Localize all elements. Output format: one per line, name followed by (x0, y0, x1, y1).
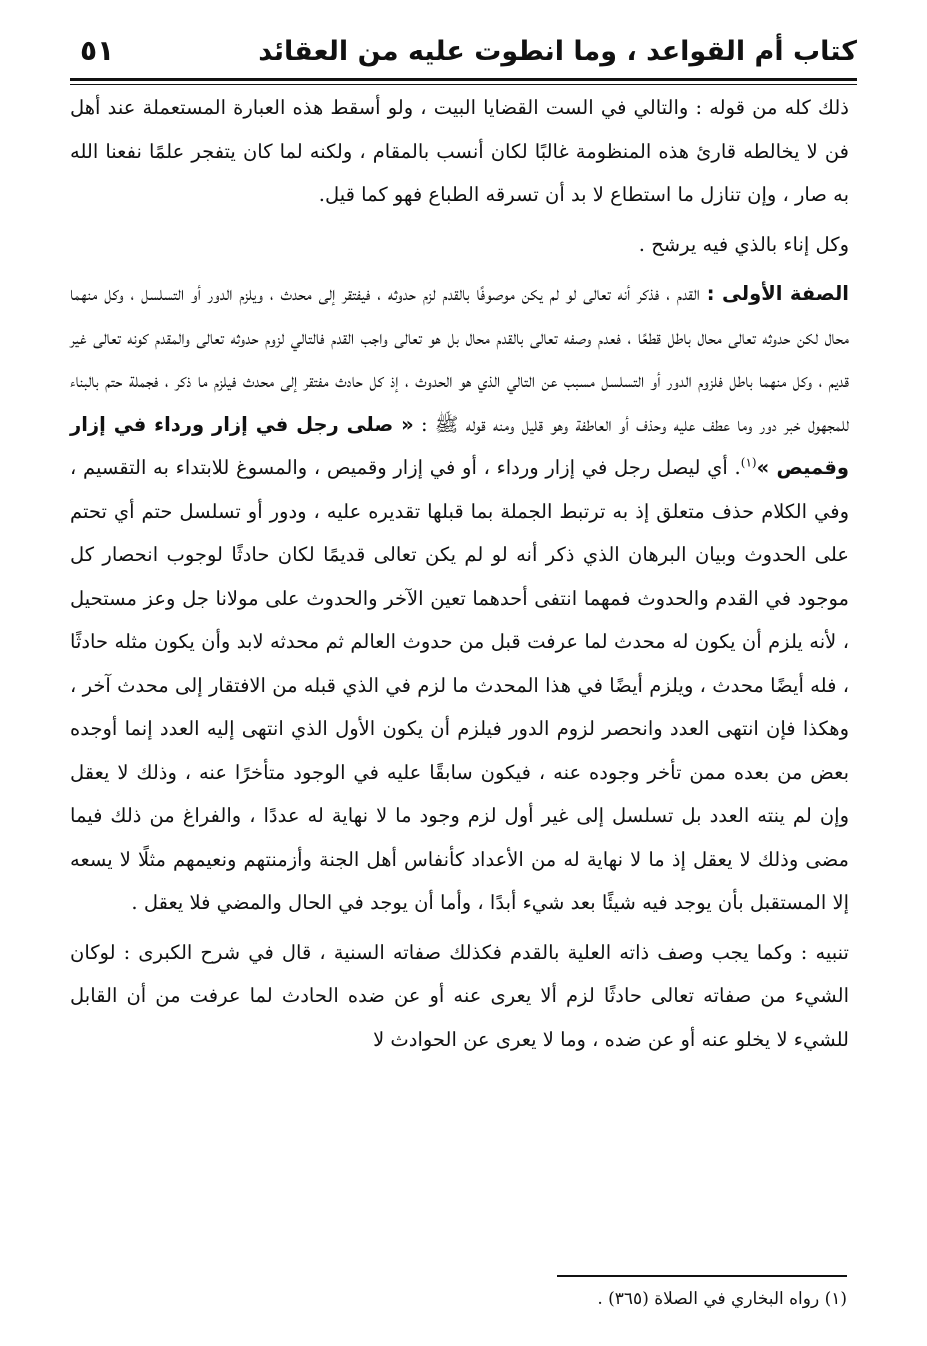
paragraph-proverb: وكل إناء بالذي فيه يرشح . (638, 232, 849, 256)
paragraph-note: تنبيه : وكما يجب وصف ذاته العلية بالقدم فكذلك صفاته السنية ، قال في شرح الكبرى : لوكان الشيء من صفاته تعالى حادثًا لزم ألا يعرى عنه أو عن ضده الحادث لما عرفت من أن القابل للشيء لا يخلو عنه أو عن ضده ، وما لا يعرى عن الحوادث لا (70, 940, 849, 1051)
footnote-rule (557, 1275, 847, 1277)
header-rule (70, 78, 857, 85)
paragraph-text: . أي ليصل رجل في إزار ورداء ، أو في إزار وقميص ، والمسوغ للابتداء به التقسيم ، وفي الكلام حذف متعلق إذ به ترتبط الجملة بما قبلها تقديره عليه ، ودور أو تسلسل حتم أي تحتم على الحدوث وبيان البرهان الذي ذكر أنه لو لم يكن تعالى قديمًا لكان حادثًا لوجوب انحصار كل موجود في القدم والحدوث فمهما انتفى أحدهما تعين الآخر والحدوث على مولانا جل وعز مستحيل ، لأنه يلزم أن يكون له محدث لما عرفت قبل من حدوث العالم ثم محدثه لابد وأن يكون مثله حادثًا ، فله أيضًا محدث ، ويلزم أيضًا في هذا المحدث ما لزم في الذي قبله من الافتقار إلى محدث آخر ، وهكذا فإن انتهى العدد وانحصر لزوم الدور فيلزم أن يكون الأول الذي انتهى إليه العدد إنما أوجده بعض من بعده ممن تأخر وجوده عنه ، فيكون سابقًا عليه في الوجود متأخرًا عنه ، وذلك لا يعقل وإن لم ينته العدد بل تسلسل إلى غير أول لزم وجود ما لا نهاية له عددًا ، والفراغ من ذلك فيما مضى وذلك لا يعقل إذ ما لا نهاية له من الأعداد كأنفاس أهل الجنة وأزمنتهم ونعيمهم مثلًا لا يسعه إلا المستقبل بأن يوجد فيه شيئًا بعد شيء أبدًا ، وأما أن يوجد في الحال والمضي فلا يعقل . (70, 456, 849, 914)
footnote-reference[interactable]: (١) (740, 455, 757, 470)
paragraph-first-attribute (70, 272, 849, 925)
paragraph-text: القدم ، فذكر أنه تعالى لو لم يكن موصوفًا بالقدم لزم حدوثه ، فيفتقر إلى محدث ، ويلزم الدور أو التسلسل ، وكل منهما محال لكن حدوثه تعالى محال باطل قطعًا ، فعدم وصفه تعالى بالقدم محال بل هو تعالى واجب القدم فالتالي لزوم حدوثه تعالى والمقدم كونه تعالى غير قديم ، وكل منهما باطل فلزوم الدور أو التسلسل مسبب عن التالي الذي هو الحدوث ، إذ كل حادث مفتقر إلى محدث فيلزم ما ذكر ، فجملة حتم بالبناء للمجهول خبر دور وما عطف عليه وحذف أو العاطفة وهو قليل ومنه قوله ﷺ : (70, 282, 849, 436)
hadith-quote: « صلى رجل في إزار ورداء في إزار وقميص » (70, 412, 849, 479)
paragraph-intro: ذلك كله من قوله : والتالي في الست القضايا البيت ، ولو أسقط هذه العبارة المستعملة عند أهل فن لا يخالطه قارئ هذه المنظومة غالبًا لكان أنسب بالمقام ، ولكنه لما كان يتفجر علمًا نفعنا الله به صار ، وإن تنازل ما استطاع لا بد أن تسرقه الطباع فهو كما قيل. (70, 96, 849, 206)
footnote: (١) رواه البخاري في الصلاة (٣٦٥) . (597, 1289, 847, 1309)
running-title: كتاب أم القواعد ، وما انطوت عليه من العقائد (258, 36, 857, 67)
main-text (70, 86, 849, 1061)
page-header (70, 30, 857, 80)
section-heading: الصفة الأولى : (706, 282, 849, 305)
page-number: ٥١ (80, 34, 115, 67)
